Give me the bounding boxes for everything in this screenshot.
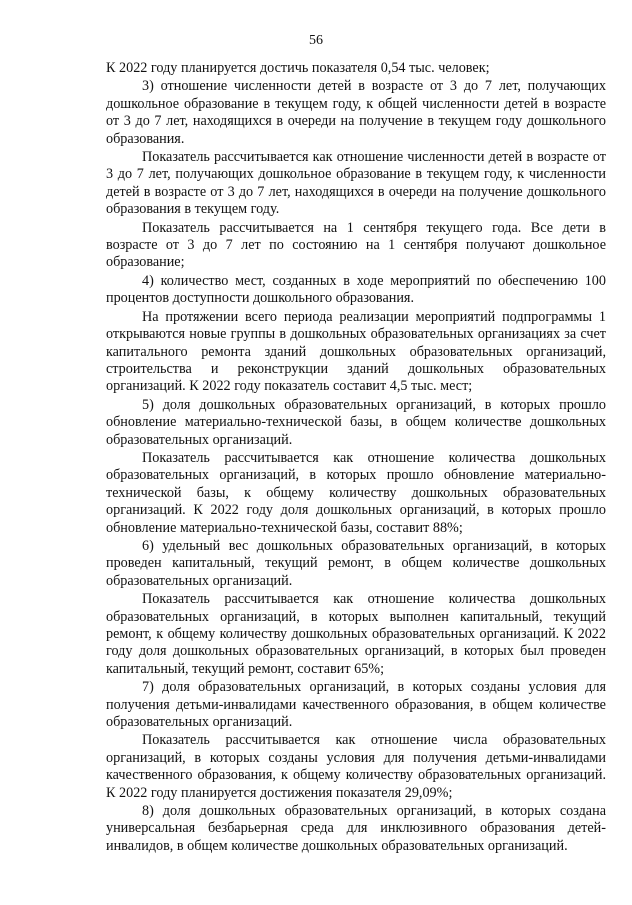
paragraph-1: К 2022 году планируется достичь показателя 0,54 тыс. человек; xyxy=(106,60,490,76)
paragraph-11: 7) доля образовательных организаций, в которых созданы условия для получения детьми-инвалидами качественного образования, в общем количестве образовательных организаций. xyxy=(106,679,606,731)
paragraph-4: Показатель рассчитывается на 1 сентября текущего года. Все дети в возрасте от 3 до 7 лет по состоянию на 1 сентября получают дошкольное образование; xyxy=(106,219,606,271)
paragraph-13: 8) доля дошкольных образовательных организаций, в которых создана универсальная безбарьерная среда для инклюзивного образования детей-инвалидов, в общем количестве дошкольных образовательных организаций. xyxy=(106,803,606,854)
document-body xyxy=(106,60,606,856)
paragraph-10: Показатель рассчитывается как отношение количества дошкольных образовательных организаций, в которых выполнен капитальный, текущий ремонт, к общему количеству дошкольных образовательных организаций. К 2022 году доля дошкольных образовательных организаций, в которых был проведен капитальный, текущий ремонт, составит 65%; xyxy=(106,591,606,677)
paragraph-7: 5) доля дошкольных образовательных организаций, в которых прошло обновление материально-технической базы, в общем количестве дошкольных образовательных организаций. xyxy=(106,396,606,448)
paragraph-3: Показатель рассчитывается как отношение численности детей в возрасте от 3 до 7 лет, получающих дошкольное образование в текущем году, к численности детей в возрасте от 3 до 7 лет, находящихся в очереди на получение дошкольного образования в текущем году. xyxy=(106,149,606,218)
paragraph-2: 3) отношение численности детей в возрасте от 3 до 7 лет, получающих дошкольное образование в текущем году, к общей численности детей в возрасте от 3 до 7 лет, находящихся в очереди на получение в текущем году дошкольного образования. xyxy=(106,78,606,147)
paragraph-12: Показатель рассчитывается как отношение числа образовательных организаций, в которых созданы условия для получения детьми-инвалидами качественного образования, к общему количеству образовательных организаций. К 2022 году планируется достижения показателя 29,09%; xyxy=(106,732,606,801)
paragraph-5: 4) количество мест, созданных в ходе мероприятий по обеспечению 100 процентов доступности дошкольного образования. xyxy=(106,272,606,307)
paragraph-6: На протяжении всего периода реализации мероприятий подпрограммы 1 открываются новые группы в дошкольных образовательных организациях за счет капитального ремонта зданий дошкольных образовательных организаций, строительства и реконструкции зданий дошкольных образовательных организаций. К 2022 году показатель составит 4,5 тыс. мест; xyxy=(106,308,606,395)
paragraph-9: 6) удельный вес дошкольных образовательных организаций, в которых проведен капитальный, текущий ремонт, в общем количестве дошкольных образовательных организаций. xyxy=(106,537,606,589)
page-number: 56 xyxy=(309,33,323,48)
paragraph-8: Показатель рассчитывается как отношение количества дошкольных образовательных организаций, в которых прошло обновление материально-технической базы, к общему количеству дошкольных образовательных организаций. К 2022 году доля дошкольных организаций, в которых прошло обновление материально-технической базы, составит 88%; xyxy=(106,449,606,536)
